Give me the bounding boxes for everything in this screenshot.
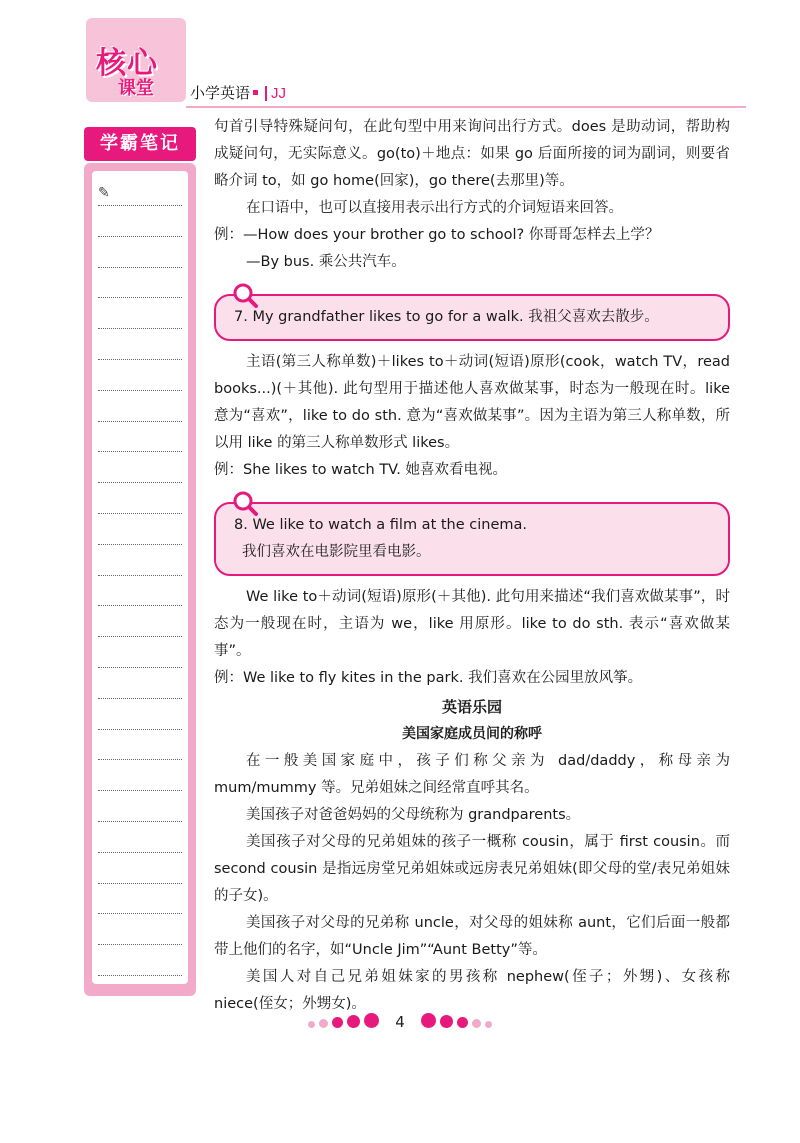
note-line — [98, 821, 182, 822]
note-line — [98, 267, 182, 268]
note-line — [98, 328, 182, 329]
intro-paragraph: 句首引导特殊疑问句，在此句型中用来询问出行方式。does 是助动词，帮助构成疑问句，无实际意义。go(to)＋地点：如果 go 后面所接的词为副词，则要省略介词 to，如 go home(回家)，go there(去那里)等。 — [214, 119, 730, 189]
logo-main-text: 核心 — [96, 46, 158, 81]
note-line — [98, 729, 182, 730]
sentence-8-explanation: We like to＋动词(短语)原形(＋其他). 此句用来描述“我们喜欢做某事”，时态为一般现在时，主语为 we，like 用原形。like to do sth. 表示“喜欢做某事”。 — [214, 589, 730, 659]
example-3: 例：We like to fly kites in the park. 我们喜欢在公园里放风筝。 — [214, 670, 643, 686]
note-line — [98, 667, 182, 668]
sentence-7-explanation: 主语(第三人称单数)＋likes to＋动词(短语)原形(cook，watch TV，read books...)(＋其他). 此句型用于描述他人喜欢做某事，时态为一般现在时。like 意为“喜欢”，like to do sth. 意为“喜欢做某事”。因为主语为第三人称单数，所以用 like 的第三人称单数形式 likes。 — [214, 354, 730, 451]
example-1-answer: —By bus. 乘公共汽车。 — [246, 254, 406, 270]
footer-dot — [472, 1019, 481, 1028]
footer-dot — [457, 1017, 468, 1028]
note-line — [98, 698, 182, 699]
note-line — [98, 790, 182, 791]
sentence-box-8 — [214, 502, 730, 576]
culture-paragraph: 美国孩子对父母的兄弟称 uncle，对父母的姐妹称 aunt，它们后面一般都带上他们的名字，如“Uncle Jim”“Aunt Betty”等。 — [214, 915, 730, 958]
edition-label: JJ — [271, 85, 287, 102]
footer-dot — [319, 1019, 328, 1028]
footer-dot — [485, 1021, 492, 1028]
note-line — [98, 575, 182, 576]
culture-paragraph: 美国孩子对父母的兄弟姐妹的孩子一概称 cousin，属于 first cousin。而 second cousin 是指远房堂兄弟姐妹或远房表兄弟姐妹(即父母的堂/表兄弟姐妹的子女)。 — [214, 834, 730, 904]
side-notes-label: 学霸笔记 — [84, 127, 196, 161]
notes-writing-area — [92, 171, 188, 984]
culture-paragraph: 在一般美国家庭中，孩子们称父亲为 dad/daddy，称母亲为 mum/mummy 等。兄弟姐妹之间经常直呼其名。 — [214, 753, 730, 796]
note-line — [98, 605, 182, 606]
culture-paragraph: 美国孩子对爸爸妈妈的父母统称为 grandparents。 — [246, 807, 581, 823]
sentence-8-chinese: 我们喜欢在电影院里看电影。 — [242, 544, 431, 560]
footer-dots-left — [306, 1013, 381, 1032]
header-separator-square — [253, 90, 258, 95]
header-title — [190, 82, 286, 103]
note-line — [98, 944, 182, 945]
note-line — [98, 236, 182, 237]
footer-dot — [332, 1017, 343, 1028]
note-line — [98, 297, 182, 298]
section-title: 英语乐园 — [441, 698, 502, 716]
footer-dots-right — [419, 1013, 494, 1032]
note-line — [98, 513, 182, 514]
sentence-8-english: 8. We like to watch a film at the cinema. — [234, 517, 528, 533]
footer-dot — [308, 1021, 315, 1028]
page-number: 4 — [395, 1013, 405, 1031]
note-line — [98, 975, 182, 976]
footer-dot — [440, 1015, 453, 1028]
pencil-icon: ✎ — [98, 185, 110, 201]
note-line — [98, 883, 182, 884]
side-notes-panel — [84, 163, 196, 996]
note-line — [98, 451, 182, 452]
note-line — [98, 636, 182, 637]
sentence-box-7 — [214, 294, 730, 341]
note-line — [98, 482, 182, 483]
note-line — [98, 759, 182, 760]
note-line — [98, 913, 182, 914]
header-separator-bar — [265, 86, 267, 101]
section-subtitle: 美国家庭成员间的称呼 — [402, 726, 542, 742]
sentence-7-text: 7. My grandfather likes to go for a walk. 我祖父喜欢去散步。 — [234, 309, 659, 325]
logo-sub-text: 课堂 — [118, 78, 154, 99]
note-line — [98, 421, 182, 422]
magnifier-icon — [232, 490, 258, 516]
header-divider — [186, 106, 746, 108]
page-footer — [0, 1010, 800, 1034]
note-line — [98, 205, 182, 206]
logo — [86, 18, 186, 102]
footer-dot — [364, 1013, 379, 1028]
note-line — [98, 544, 182, 545]
oral-answer-paragraph: 在口语中，也可以直接用表示出行方式的介词短语来回答。 — [246, 200, 623, 216]
main-content — [214, 114, 730, 1018]
culture-paragraph: 美国人对自己兄弟姐妹家的男孩称 nephew(侄子；外甥)、女孩称 niece(侄女；外甥女)。 — [214, 969, 730, 1012]
example-2: 例：She likes to watch TV. 她喜欢看电视。 — [214, 462, 507, 478]
footer-dot — [421, 1013, 436, 1028]
note-line — [98, 852, 182, 853]
subject-label: 小学英语 — [190, 84, 251, 102]
footer-dot — [347, 1015, 360, 1028]
note-line — [98, 359, 182, 360]
note-line — [98, 390, 182, 391]
example-1-question: 例：—How does your brother go to school? 你哥哥怎样去上学？ — [214, 227, 660, 243]
magnifier-icon — [232, 282, 258, 308]
